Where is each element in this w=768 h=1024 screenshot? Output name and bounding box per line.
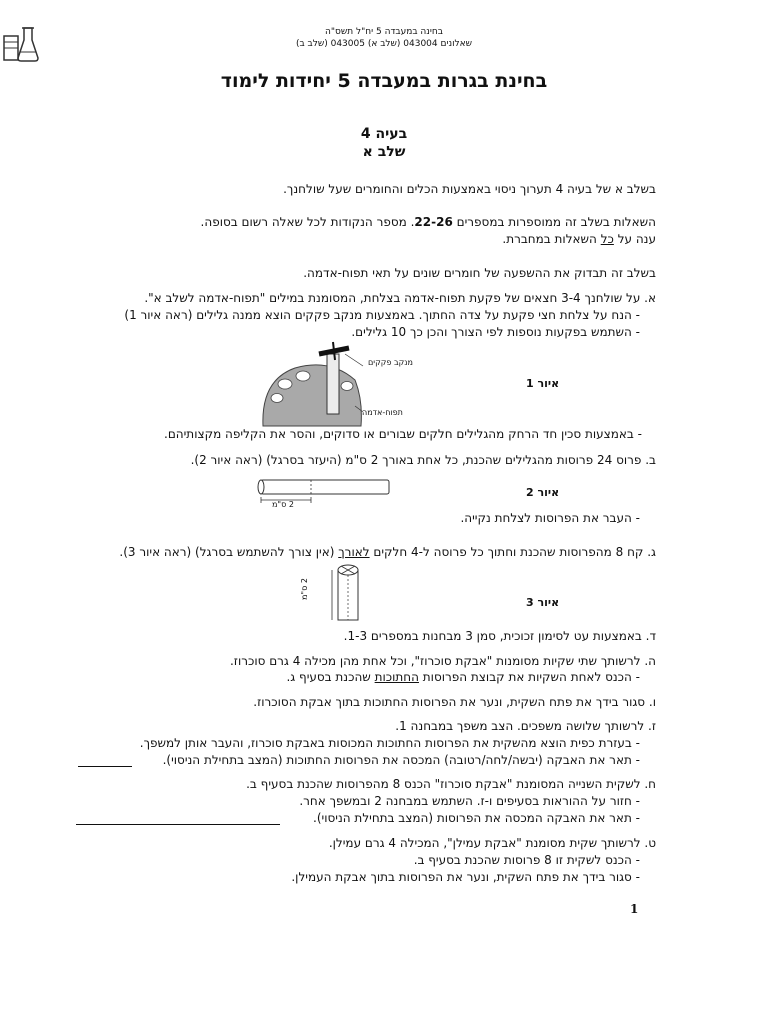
step-g-instruction-2: - תאר את האבקה (יבשה/לחה/רטובה) המכסה את הפרוסות החתוכות (המצב בתחילת הניסוי). [162, 753, 640, 767]
figure-3-cut-slice [310, 562, 370, 628]
question-number: בעיה 4 [360, 126, 408, 142]
step-a-instruction-1: - הנח על צלחת חצי פקעת על צדה החתוך. באמצעות מנקב פקקים הוצא ממנה גלילים (ראה איור 1) [124, 308, 640, 322]
figure-1-label: איור 1 [526, 377, 560, 390]
question-heading [0, 125, 768, 161]
intro-paragraph-1: בשלב א של בעיה 4 תערוך ניסוי באמצעות הכלים והחומרים שעל שולחנך. [283, 182, 656, 196]
step-a-instruction-2: - השתמש בפקעות נוספות לפי הצורך והכן כך 10 גלילים. [351, 325, 640, 339]
step-t-instruction-1: - הכנס לשקית זו 8 פרוסות שהכנת בסעיף ב. [413, 853, 640, 867]
intro-paragraph-2b [96, 231, 656, 247]
underlined-word: לאורך [338, 545, 370, 559]
step-h-instruction-1: - חזור על ההוראות בסעיפים ו-ז. השתמש במבחנה 2 ובמשפך אחר. [299, 794, 640, 808]
header-line-2: שאלונים 043004 (שלב א) 043005 (שלב ב) [295, 39, 473, 49]
answer-blank-g[interactable] [78, 756, 132, 767]
exam-header [0, 26, 768, 50]
step-f: ו. סגור בידך את פתח השקית, ונער את הפרוסות החתוכות בתוך אבקת הסוכרוז. [253, 695, 656, 709]
figure-1-potato-label: תפוח-אדמה [362, 408, 403, 417]
figure-3-label: איור 3 [526, 596, 560, 609]
underlined-word: החתוכות [374, 670, 419, 684]
step-h-instruction-2: - תאר את האבקה המכסה את הפרוסות (המצב בתחילת הניסוי). [313, 811, 640, 825]
page-number: 1 [630, 902, 639, 916]
step-c-text: ג. קח 8 מהפרוסות שהכנת וחתוך כל פרוסה ל-4 חלקים [369, 545, 656, 559]
answer-blank-h[interactable] [76, 814, 280, 825]
figure-2-label: איור 2 [526, 486, 560, 499]
intro-text: השאלות בשלב זה ממוספרות במספרים [452, 215, 656, 229]
step-t: ט. לרשותך שקית מסומנת "אבקת עמילן", המכילה 4 גרם עמילן. [328, 836, 656, 850]
question-range: 22-26 [414, 215, 453, 229]
step-d: ד. באמצעות עט לסימון זכוכית, סמן 3 מבחנות במספרים 1-3. [343, 629, 656, 643]
step-a-instruction-3: - באמצעות סכין חד הרחק מהגלילים חלקים שבורים או סדוקים, והסר את הקליפה מקצותיהם. [164, 427, 642, 441]
underlined-word: כל [600, 232, 614, 246]
step-c-text: (אין צורך להשתמש בסרגל) (ראה איור 3). [119, 545, 339, 559]
step-e-text: שהכנת בסעיף ג. [286, 670, 375, 684]
intro-paragraph-2 [96, 214, 656, 230]
step-t-instruction-2: - סגור בידך את פתח השקית, ונער את הפרוסות בתוך אבקת העמילן. [291, 870, 640, 884]
step-c [56, 544, 656, 560]
figure-2-dimension-label: 2 ס"מ [272, 500, 294, 509]
step-g-instruction-1: - בעזרת כפית הוצא מהשקית את הפרוסות החתוכות המכוסות באבקת סוכרוז, והעבר אותן למשפך. [139, 736, 640, 750]
intro-text: השאלות במחברת. [502, 232, 601, 246]
step-h: ח. לשקית השנייה המסומנת "אבקת סוכרוז" הכנס 8 מהפרוסות שהכנת בסעיף ב. [246, 777, 656, 791]
step-e-text: - הכנס לאחת השקיות את קבוצת הפרוסות [418, 670, 640, 684]
step-e-instruction-1 [80, 669, 640, 685]
figure-1-cork-borer-label: מנקב פקקים [368, 358, 413, 367]
stage-label: שלב א [362, 144, 406, 160]
step-b: ב. פרוס 24 פרוסות מהגלילים שהכנת, כל אחת באורך 2 ס"מ (היעזר בסרגל) (ראה איור 2). [190, 453, 656, 467]
figure-3-dimension-label: 2 ס"מ [300, 578, 309, 600]
intro-paragraph-3: בשלב זה תבדוק את ההשפעה של חומרים שונים על תאי תפוח-אדמה. [303, 266, 656, 280]
page-title: בחינת בגרות במעבדה 5 יחידות לימוד [220, 70, 548, 92]
step-b-instruction-1: - העבר את הפרוסות לצלחת נקייה. [460, 511, 640, 525]
header-line-1: בחינה במעבדה 5 יח"ל תשס"ה [324, 27, 443, 37]
step-g: ז. לרשותך שלושה משפכים. הצב משפך במבחנה 1. [395, 719, 656, 733]
intro-text: ענה על [613, 232, 656, 246]
step-a: א. על שולחנך 3-4 חצאים של פקעת תפוח-אדמה בצלחת, המסומנת במילים "תפוח-אדמה לשלב א". [144, 291, 656, 305]
step-e: ה. לרשותך שתי שקיות מסומנות "אבקת סוכרוז", וכל אחת מהן מכילה 4 גרם סוכרוז. [229, 654, 656, 668]
intro-text: . מספר הנקודות לכל שאלה רשום בסופה. [200, 215, 415, 229]
